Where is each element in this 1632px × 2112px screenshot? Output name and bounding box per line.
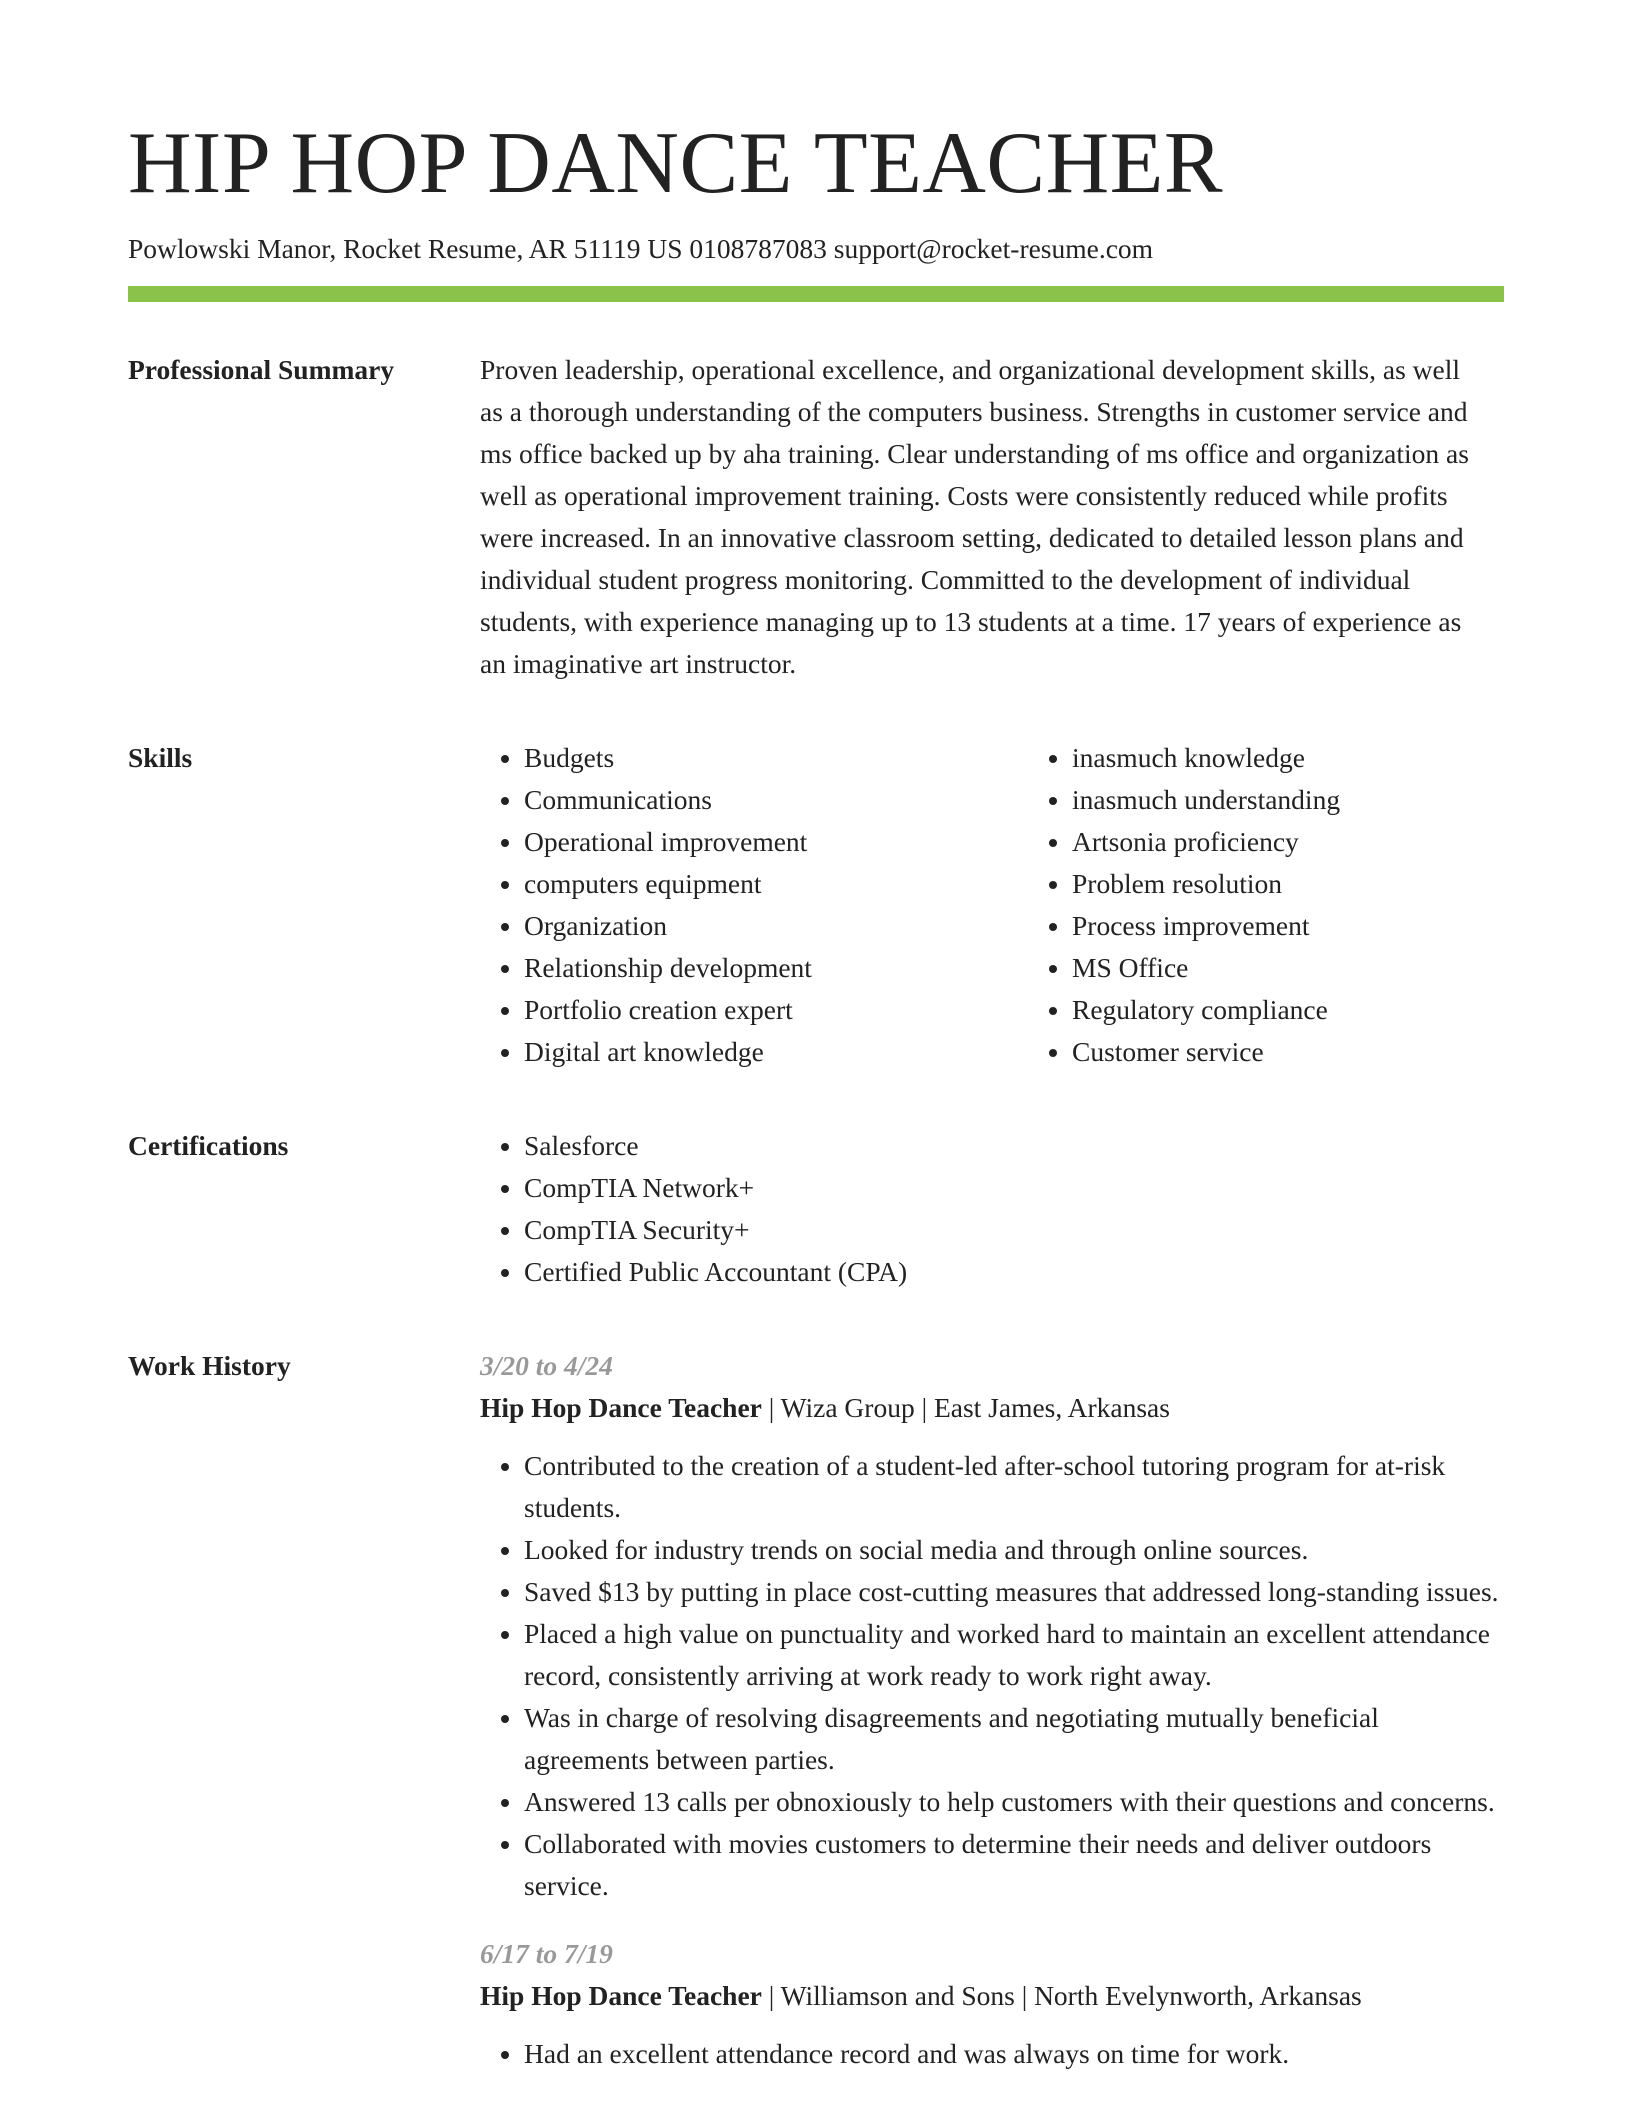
summary-section [128, 349, 1504, 685]
skill-item: • Portfolio creation expert [524, 989, 1028, 1031]
job-bullet: • Collaborated with movies customers to determine their needs and deliver outdoors service. [524, 1823, 1500, 1907]
section-label-work-history: Work History [128, 1350, 291, 1381]
certification-item: • CompTIA Network+ [524, 1167, 1504, 1209]
resume-page [128, 115, 1504, 2075]
certification-item: • Certified Public Accountant (CPA) [524, 1251, 1504, 1293]
section-label-skills: Skills [128, 742, 193, 773]
job-bullet: • Was in charge of resolving disagreements and negotiating mutually beneficial agreements between parties. [524, 1697, 1500, 1781]
job-title: Hip Hop Dance Teacher [480, 1980, 762, 2011]
job-bullet: • Answered 13 calls per obnoxiously to help customers with their questions and concerns. [524, 1781, 1500, 1823]
section-label-summary: Professional Summary [128, 354, 395, 385]
skills-section [128, 737, 1504, 1073]
job-employer-location: | Wiza Group | East James, Arkansas [761, 1392, 1170, 1423]
job-employer-location: | Williamson and Sons | North Evelynworth, Arkansas [761, 1980, 1362, 2011]
certifications-section [128, 1125, 1504, 1293]
contact-line: Powlowski Manor, Rocket Resume, AR 51119 US 0108787083 support@rocket-resume.com [128, 233, 1154, 264]
resume-name: HIP HOP DANCE TEACHER [128, 115, 1224, 212]
job-title: Hip Hop Dance Teacher [480, 1392, 762, 1423]
work-history-section [128, 1345, 1504, 2075]
skill-item: • Relationship development [524, 947, 1028, 989]
job-heading [480, 1975, 1504, 2017]
job-bullet: • Looked for industry trends on social media and through online sources. [524, 1529, 1500, 1571]
section-label-certifications: Certifications [128, 1130, 289, 1161]
certifications-list [480, 1125, 1504, 1293]
skill-item: • Operational improvement [524, 821, 1028, 863]
job-bullets [480, 1445, 1504, 1907]
skill-item: • Digital art knowledge [524, 1031, 1028, 1073]
skill-item: • inasmuch understanding [1072, 779, 1576, 821]
job-dates: 6/17 to 7/19 [480, 1938, 613, 1969]
job-heading [480, 1387, 1504, 1429]
skills-list-left [480, 737, 1028, 1073]
skill-item: • Budgets [524, 737, 1028, 779]
skill-item: • computers equipment [524, 863, 1028, 905]
skill-item: • Process improvement [1072, 905, 1576, 947]
certification-item: • CompTIA Security+ [524, 1209, 1504, 1251]
skill-item: • Customer service [1072, 1031, 1576, 1073]
summary-text: Proven leadership, operational excellence, and organizational development skills, as well as a thorough understanding of the computers business. Strengths in customer service and ms office backed up by aha training. Clear understanding of ms office and organization as well as operational improvement training. Costs were consistently reduced while profits were increased. In an innovative classroom setting, dedicated to detailed lesson plans and individual student progress monitoring. Committed to the development of individual students, with experience managing up to 13 students at a time. 17 years of experience as an imaginative art instructor. [480, 354, 1469, 679]
skill-item: • Problem resolution [1072, 863, 1576, 905]
skill-item: • MS Office [1072, 947, 1576, 989]
job-bullets [480, 2033, 1504, 2075]
job-bullet: • Contributed to the creation of a student-led after-school tutoring program for at-risk students. [524, 1445, 1500, 1529]
certification-item: • Salesforce [524, 1125, 1504, 1167]
skill-item: • Communications [524, 779, 1028, 821]
job-bullet: • Had an excellent attendance record and was always on time for work. [524, 2033, 1500, 2075]
skills-list-right [1028, 737, 1576, 1073]
job-entry [480, 1345, 1504, 1907]
job-dates: 3/20 to 4/24 [480, 1350, 613, 1381]
skill-item: • Organization [524, 905, 1028, 947]
accent-divider [128, 286, 1504, 302]
job-bullet: • Saved $13 by putting in place cost-cutting measures that addressed long-standing issues. [524, 1571, 1500, 1613]
skill-item: • Artsonia proficiency [1072, 821, 1576, 863]
job-entry [480, 1933, 1504, 2075]
skill-item: • inasmuch knowledge [1072, 737, 1576, 779]
skill-item: • Regulatory compliance [1072, 989, 1576, 1031]
job-bullet: • Placed a high value on punctuality and worked hard to maintain an excellent attendance record, consistently arriving at work ready to work right away. [524, 1613, 1500, 1697]
